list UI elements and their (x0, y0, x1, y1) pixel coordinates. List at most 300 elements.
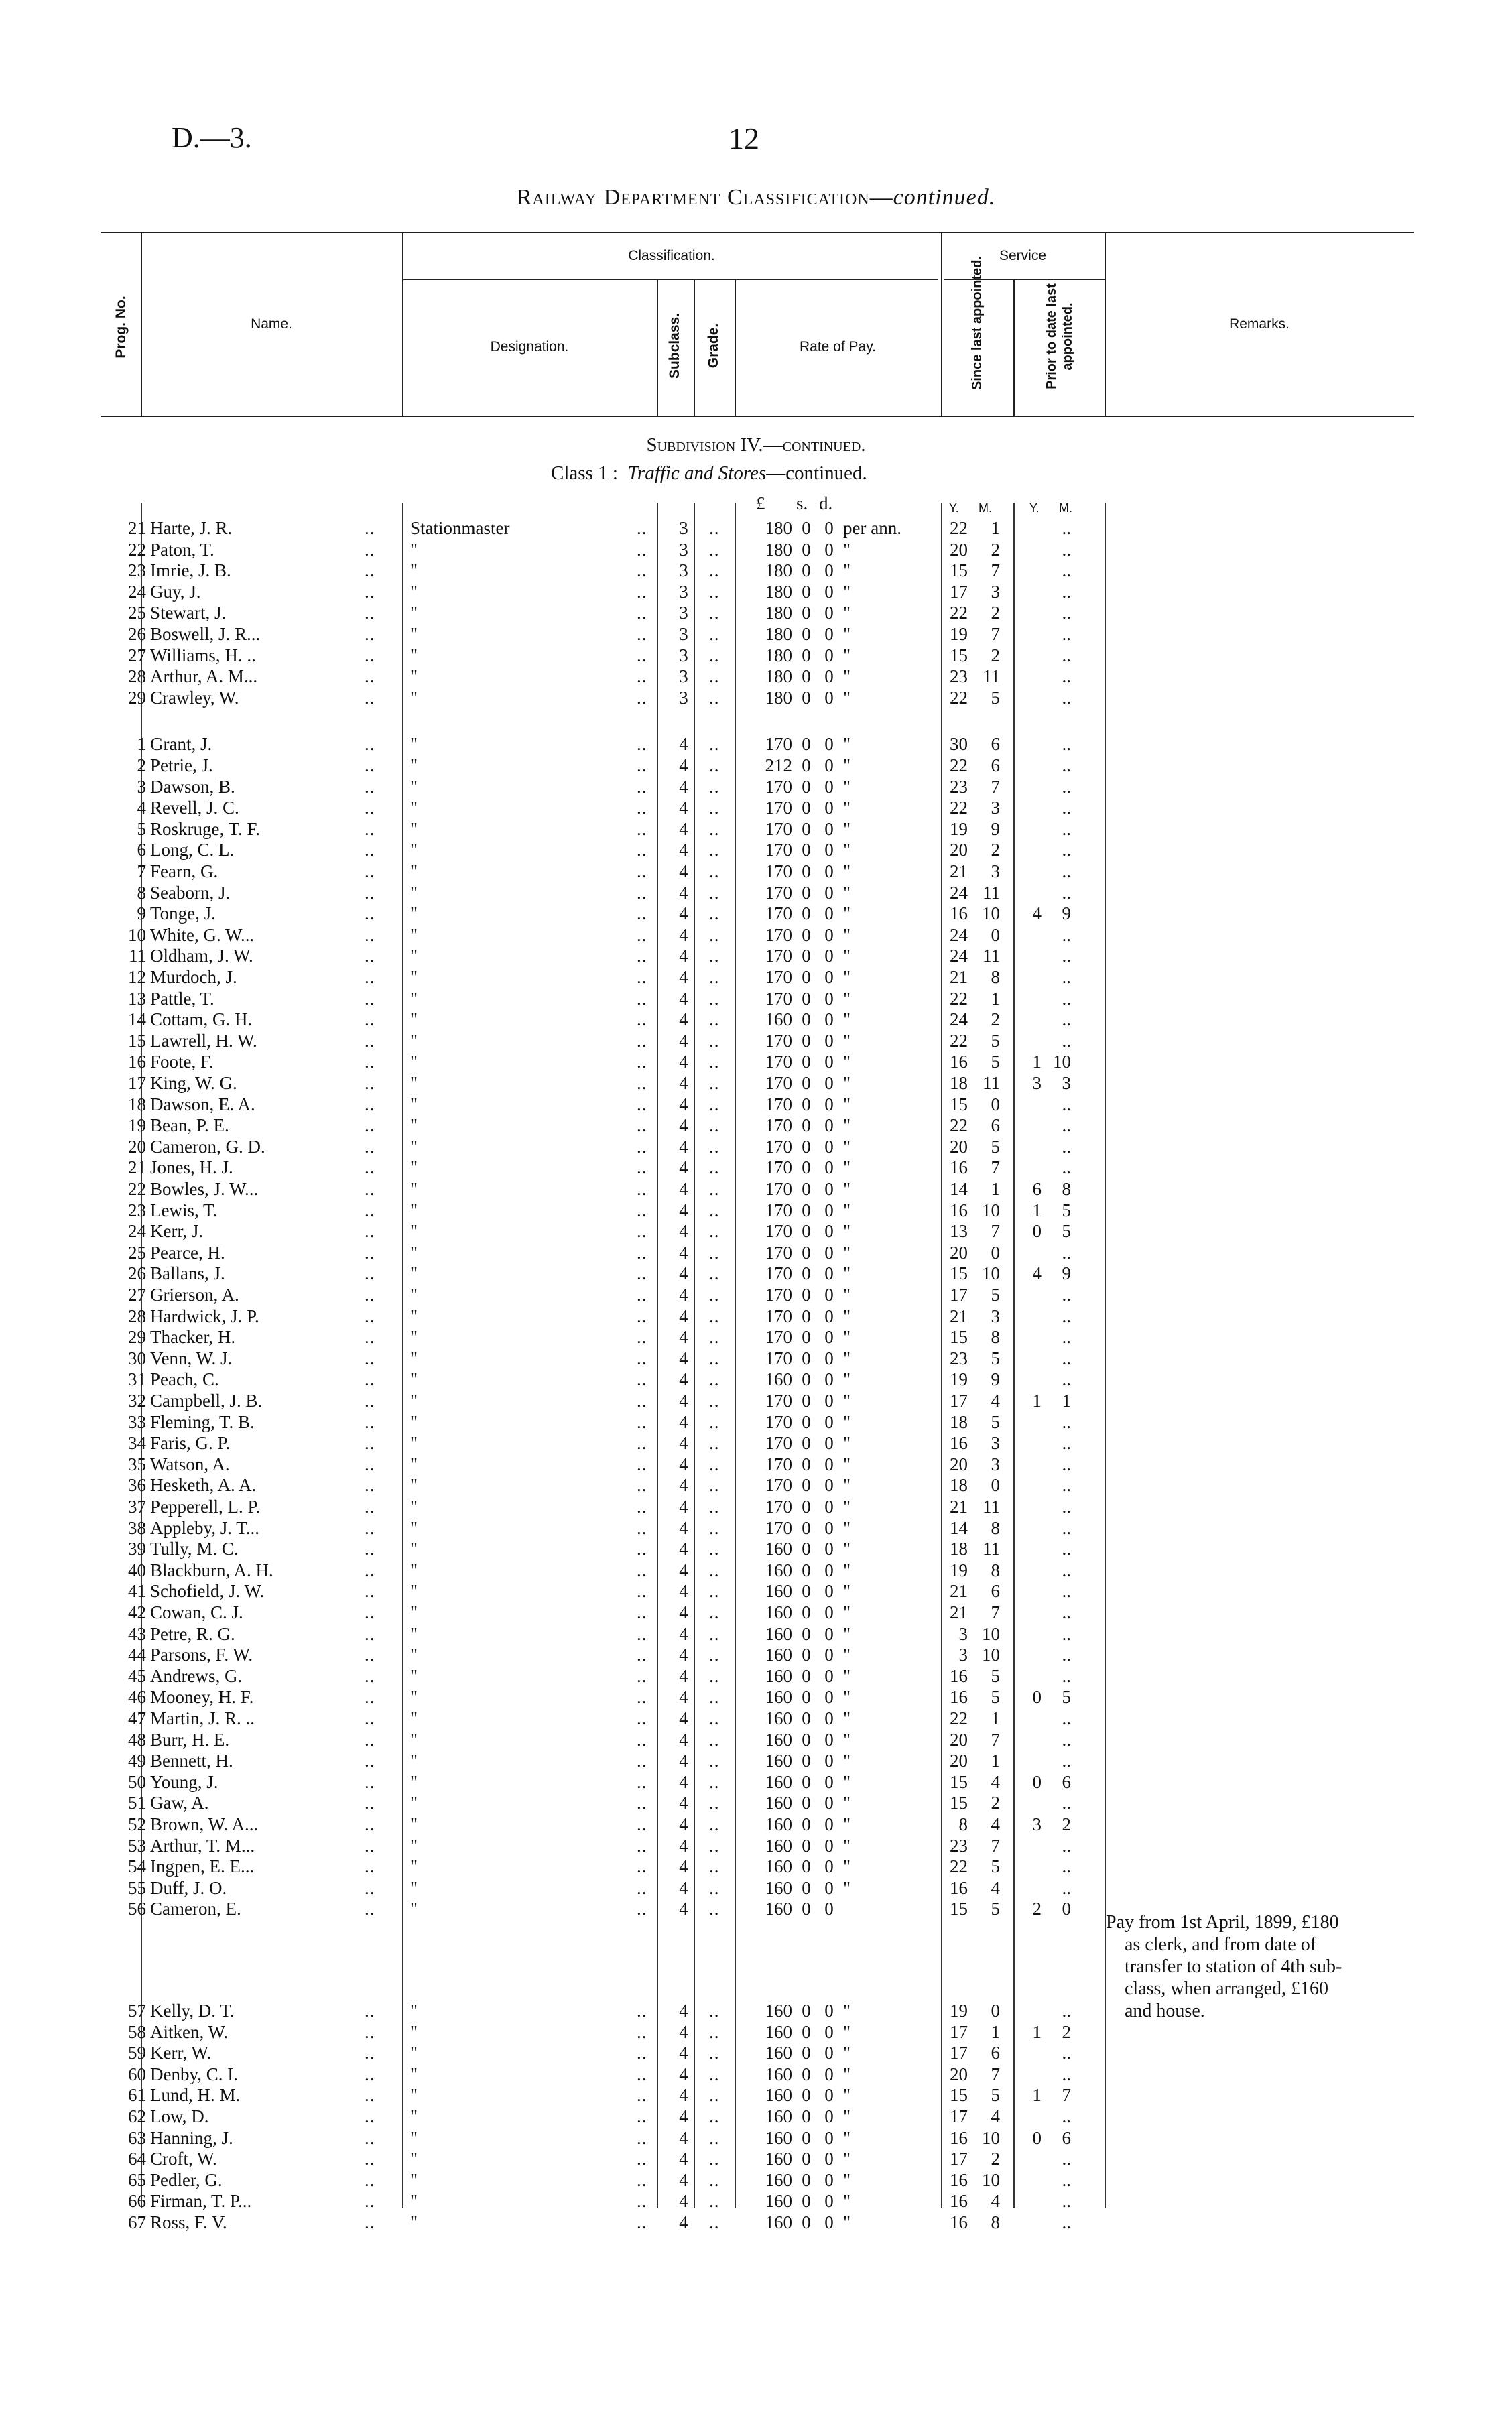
leader-dots: .. (365, 666, 375, 687)
cell-d: 0 (824, 2063, 834, 2084)
cell-desig: " (410, 1306, 418, 1326)
cell-sub: 4 (679, 1221, 688, 1242)
cell-per: " (843, 2043, 851, 2063)
cell-sy: 15 (950, 1899, 968, 1919)
cell-pay: 170 (765, 1306, 792, 1326)
cell-name: Petre, R. G. (150, 1623, 235, 1644)
cell-s: 0 (802, 518, 811, 538)
col-designation: Designation. (490, 339, 569, 355)
cell-s: 0 (802, 2000, 811, 2021)
cell-no: 50 (128, 1771, 146, 1792)
leader-dots: .. (637, 1517, 647, 1538)
leader-dots: .. (709, 1073, 720, 1093)
cell-pay: 180 (765, 518, 792, 538)
cell-s: 0 (802, 798, 811, 818)
leader-dots: .. (365, 798, 375, 818)
cell-s: 0 (802, 2127, 811, 2148)
cell-per: " (843, 1539, 851, 1560)
cell-sm: 11 (983, 1073, 1000, 1093)
cell-s: 0 (802, 1242, 811, 1263)
cell-s: 0 (802, 2043, 811, 2063)
cell-desig: " (410, 560, 418, 581)
cell-sm: 1 (991, 2021, 1000, 2042)
cell-no: 58 (128, 2021, 146, 2042)
leader-dots: .. (637, 1285, 647, 1305)
cell-s: 0 (802, 946, 811, 966)
cell-desig: " (410, 1856, 418, 1877)
cell-no: 65 (128, 2169, 146, 2190)
cell-pay: 160 (765, 2085, 792, 2106)
cell-desig: " (410, 1179, 418, 1199)
cell-sub: 4 (679, 1391, 688, 1411)
cell-sm: 7 (991, 624, 1000, 644)
cell-sy: 16 (950, 903, 968, 924)
cell-pay: 170 (765, 1391, 792, 1411)
cell-pay: 170 (765, 1221, 792, 1242)
cell-no: 30 (128, 1348, 146, 1369)
leader-dots: .. (709, 2000, 720, 2021)
cell-sm: 7 (991, 776, 1000, 797)
cell-sy: 3 (958, 1645, 968, 1665)
cell-sy: 17 (950, 1285, 968, 1305)
cell-pm: 5 (1062, 1687, 1071, 1708)
leader-dots: .. (709, 1517, 720, 1538)
cell-pm: 9 (1062, 903, 1071, 924)
leader-dots: .. (365, 1708, 375, 1728)
cell-pay: 180 (765, 602, 792, 623)
cell-pm: .. (1062, 1285, 1071, 1305)
cell-py: 0 (1032, 2127, 1042, 2148)
cell-per: " (843, 2106, 851, 2126)
cell-sm: 1 (991, 1708, 1000, 1728)
cell-name: Blackburn, A. H. (150, 1560, 273, 1580)
cell-sub: 4 (679, 1560, 688, 1580)
cell-name: Pattle, T. (150, 988, 214, 1009)
cell-sub: 4 (679, 1348, 688, 1369)
cell-no: 49 (128, 1751, 146, 1771)
cell-sm: 10 (982, 1200, 1000, 1220)
cell-d: 0 (824, 1221, 834, 1242)
cell-no: 57 (128, 2000, 146, 2021)
cell-per: " (843, 1306, 851, 1326)
cell-pm: .. (1062, 1539, 1071, 1560)
cell-s: 0 (802, 1708, 811, 1728)
cell-sm: 7 (991, 1602, 1000, 1623)
cell-pm: .. (1062, 946, 1071, 966)
leader-dots: .. (365, 2063, 375, 2084)
cell-sy: 15 (950, 1327, 968, 1348)
cell-pay: 170 (765, 861, 792, 881)
leader-dots: .. (365, 560, 375, 581)
table-row (101, 2000, 1106, 2021)
title-main: Railway Department Classification (516, 185, 870, 210)
cell-pm: 6 (1062, 2127, 1071, 2148)
cell-desig: " (410, 1285, 418, 1305)
cell-pm: .. (1062, 1497, 1071, 1517)
unit-shillings: s. (796, 493, 808, 513)
cell-name: Oldham, J. W. (150, 946, 253, 966)
cell-s: 0 (802, 581, 811, 602)
cell-no: 40 (128, 1560, 146, 1580)
leader-dots: .. (365, 1433, 375, 1454)
cell-sm: 7 (991, 1729, 1000, 1750)
cell-per: " (843, 2212, 851, 2232)
cell-no: 55 (128, 1877, 146, 1898)
cell-s: 0 (802, 1835, 811, 1856)
cell-sm: 7 (991, 1157, 1000, 1178)
cell-d: 0 (824, 1454, 834, 1474)
cell-pm: .. (1062, 518, 1071, 538)
cell-sub: 4 (679, 1793, 688, 1814)
cell-pay: 170 (765, 1200, 792, 1220)
col-prog-no: Prog. No. (113, 296, 129, 359)
cell-sub: 4 (679, 967, 688, 987)
cell-d: 0 (824, 645, 834, 665)
unit-years-prior: Y. (1029, 501, 1040, 515)
table-row (101, 988, 1106, 1009)
leader-dots: .. (637, 1052, 647, 1072)
cell-sy: 24 (950, 882, 968, 903)
cell-name: Young, J. (150, 1771, 218, 1792)
cell-sy: 22 (950, 687, 968, 708)
leader-dots: .. (637, 1136, 647, 1157)
cell-no: 46 (128, 1687, 146, 1708)
cell-per: " (843, 1517, 851, 1538)
cell-desig: " (410, 1623, 418, 1644)
cell-desig: " (410, 1475, 418, 1496)
cell-no: 10 (128, 924, 146, 945)
leader-dots: .. (365, 1560, 375, 1580)
table-row (101, 687, 1106, 708)
cell-desig: " (410, 1157, 418, 1178)
cell-pm: .. (1062, 1793, 1071, 1814)
leader-dots: .. (637, 988, 647, 1009)
leader-dots: .. (365, 539, 375, 560)
cell-s: 0 (802, 1073, 811, 1093)
cell-desig: " (410, 1793, 418, 1814)
cell-d: 0 (824, 2149, 834, 2169)
cell-sy: 19 (950, 1369, 968, 1390)
cell-per: " (843, 776, 851, 797)
leader-dots: .. (637, 1623, 647, 1644)
cell-pm: .. (1062, 924, 1071, 945)
cell-sm: 0 (991, 1242, 1000, 1263)
cell-d: 0 (824, 1200, 834, 1220)
cell-sy: 15 (950, 1263, 968, 1284)
leader-dots: .. (365, 2149, 375, 2169)
cell-name: Long, C. L. (150, 840, 235, 861)
cell-pm: .. (1062, 1645, 1071, 1665)
leader-dots: .. (365, 1539, 375, 1560)
cell-desig: " (410, 2149, 418, 2169)
cell-s: 0 (802, 2021, 811, 2042)
cell-d: 0 (824, 1856, 834, 1877)
cell-per: " (843, 1285, 851, 1305)
cell-d: 0 (824, 1369, 834, 1390)
table-row (101, 1263, 1106, 1284)
remark-line: Pay from 1st April, 1899, £180 (1106, 1912, 1339, 1933)
leader-dots: .. (637, 924, 647, 945)
cell-pm: .. (1062, 2106, 1071, 2126)
cell-per: " (843, 645, 851, 665)
table-row (101, 602, 1106, 623)
cell-desig: " (410, 581, 418, 602)
cell-pm: .. (1062, 2212, 1071, 2232)
leader-dots: .. (637, 1899, 647, 1919)
leader-dots: .. (365, 2021, 375, 2042)
cell-sub: 4 (679, 1200, 688, 1220)
cell-name: Seaborn, J. (150, 882, 231, 903)
cell-pm: .. (1062, 1136, 1071, 1157)
cell-d: 0 (824, 1242, 834, 1263)
cell-no: 28 (128, 666, 146, 687)
leader-dots: .. (709, 861, 720, 881)
cell-sub: 3 (679, 602, 688, 623)
unit-pence: d. (819, 493, 833, 513)
cell-per: " (843, 1623, 851, 1644)
cell-pay: 160 (765, 1623, 792, 1644)
cell-pm: .. (1062, 1877, 1071, 1898)
leader-dots: .. (709, 1560, 720, 1580)
table-row (101, 1665, 1106, 1687)
cell-sy: 16 (950, 1157, 968, 1178)
cell-pay: 170 (765, 1030, 792, 1051)
cell-pm: .. (1062, 882, 1071, 903)
cell-name: Hanning, J. (150, 2127, 233, 2148)
cell-name: Aitken, W. (150, 2021, 229, 2042)
table-row (101, 1115, 1106, 1136)
leader-dots: .. (637, 602, 647, 623)
cell-no: 5 (137, 818, 146, 839)
cell-no: 31 (128, 1369, 146, 1390)
cell-pm: .. (1062, 818, 1071, 839)
table-row (101, 1306, 1106, 1327)
cell-sy: 17 (950, 2149, 968, 2169)
cell-name: Gaw, A. (150, 1793, 209, 1814)
leader-dots: .. (709, 2149, 720, 2169)
cell-no: 35 (128, 1454, 146, 1474)
leader-dots: .. (637, 1391, 647, 1411)
table-row (101, 755, 1106, 776)
cell-per: " (843, 539, 851, 560)
cell-s: 0 (802, 1771, 811, 1792)
cell-sy: 13 (950, 1221, 968, 1242)
cell-no: 27 (128, 645, 146, 665)
cell-per: " (843, 2149, 851, 2169)
cell-no: 25 (128, 1242, 146, 1263)
cell-sub: 4 (679, 1751, 688, 1771)
leader-dots: .. (365, 1835, 375, 1856)
col-rate-of-pay: Rate of Pay. (799, 339, 876, 355)
cell-desig: " (410, 840, 418, 861)
cell-name: Kerr, J. (150, 1221, 204, 1242)
leader-dots: .. (637, 1602, 647, 1623)
leader-dots: .. (365, 1221, 375, 1242)
leader-dots: .. (637, 2021, 647, 2042)
table-row (101, 861, 1106, 882)
cell-pay: 170 (765, 1242, 792, 1263)
cell-pm: .. (1062, 988, 1071, 1009)
cell-desig: " (410, 687, 418, 708)
cell-sy: 22 (950, 602, 968, 623)
col-since-last: Since last appointed. (970, 255, 985, 390)
table-row (101, 903, 1106, 924)
cell-sm: 3 (991, 861, 1000, 881)
leader-dots: .. (365, 882, 375, 903)
cell-s: 0 (802, 1793, 811, 1814)
leader-dots: .. (709, 1200, 720, 1220)
cell-sy: 23 (950, 1835, 968, 1856)
leader-dots: .. (709, 1221, 720, 1242)
cell-sm: 7 (991, 2063, 1000, 2084)
cell-sy: 20 (950, 840, 968, 861)
leader-dots: .. (365, 2043, 375, 2063)
cell-pm: 2 (1062, 1814, 1071, 1834)
cell-sy: 30 (950, 734, 968, 755)
cell-d: 0 (824, 1052, 834, 1072)
cell-name: Firman, T. P... (150, 2191, 252, 2212)
cell-pm: .. (1062, 2000, 1071, 2021)
cell-pay: 170 (765, 1263, 792, 1284)
leader-dots: .. (709, 1835, 720, 1856)
cell-no: 44 (128, 1645, 146, 1665)
table-row (101, 1136, 1106, 1157)
table-row (101, 966, 1106, 988)
cell-sm: 8 (991, 1517, 1000, 1538)
cell-d: 0 (824, 1771, 834, 1792)
cell-d: 0 (824, 1157, 834, 1178)
cell-d: 0 (824, 1539, 834, 1560)
cell-s: 0 (802, 1751, 811, 1771)
cell-sm: 2 (991, 1793, 1000, 1814)
cell-sy: 19 (950, 818, 968, 839)
cell-s: 0 (802, 1115, 811, 1136)
leader-dots: .. (365, 1475, 375, 1496)
cell-pay: 170 (765, 1157, 792, 1178)
cell-sub: 4 (679, 1497, 688, 1517)
col-classification: Classification. (628, 248, 715, 263)
cell-d: 0 (824, 1073, 834, 1093)
cell-pay: 170 (765, 967, 792, 987)
cell-no: 63 (128, 2127, 146, 2148)
cell-pm: 0 (1062, 1899, 1071, 1919)
cell-desig: " (410, 2169, 418, 2190)
leader-dots: .. (709, 2169, 720, 2190)
cell-sy: 16 (950, 1052, 968, 1072)
cell-pay: 170 (765, 924, 792, 945)
cell-pay: 160 (765, 1708, 792, 1728)
cell-desig: " (410, 1263, 418, 1284)
cell-pm: .. (1062, 1856, 1071, 1877)
cell-d: 0 (824, 624, 834, 644)
cell-s: 0 (802, 1899, 811, 1919)
cell-name: Duff, J. O. (150, 1877, 227, 1898)
cell-pay: 160 (765, 1539, 792, 1560)
cell-d: 0 (824, 1751, 834, 1771)
leader-dots: .. (709, 1157, 720, 1178)
cell-s: 0 (802, 1327, 811, 1348)
leader-dots: .. (365, 1009, 375, 1030)
unit-months-prior: M. (1059, 501, 1072, 515)
leader-dots: .. (709, 687, 720, 708)
cell-s: 0 (802, 1814, 811, 1834)
cell-no: 2 (137, 755, 146, 775)
cell-no: 38 (128, 1517, 146, 1538)
cell-name: Jones, H. J. (150, 1157, 233, 1178)
cell-per: " (843, 1751, 851, 1771)
cell-sy: 17 (950, 1391, 968, 1411)
cell-desig: " (410, 2212, 418, 2232)
cell-d: 0 (824, 1708, 834, 1728)
cell-sub: 4 (679, 1475, 688, 1496)
cell-no: 51 (128, 1793, 146, 1814)
leader-dots: .. (709, 840, 720, 861)
cell-sm: 3 (991, 1454, 1000, 1474)
cell-sy: 22 (950, 1708, 968, 1728)
cell-name: Petrie, J. (150, 755, 213, 775)
cell-pm: 2 (1062, 2021, 1071, 2042)
cell-pay: 160 (765, 1602, 792, 1623)
leader-dots: .. (709, 581, 720, 602)
leader-dots: .. (709, 1009, 720, 1030)
cell-pay: 170 (765, 1517, 792, 1538)
cell-pm: 7 (1062, 2085, 1071, 2106)
cell-d: 0 (824, 2169, 834, 2190)
leader-dots: .. (365, 2085, 375, 2106)
cell-pm: .. (1062, 1454, 1071, 1474)
cell-sub: 4 (679, 755, 688, 775)
cell-sm: 4 (991, 1771, 1000, 1792)
leader-dots: .. (365, 1094, 375, 1115)
cell-sy: 21 (950, 967, 968, 987)
leader-dots: .. (709, 2191, 720, 2212)
cell-desig: " (410, 1708, 418, 1728)
cell-no: 43 (128, 1623, 146, 1644)
cell-desig: " (410, 1242, 418, 1263)
cell-sy: 24 (950, 946, 968, 966)
cell-per: " (843, 560, 851, 581)
cell-pm: .. (1062, 840, 1071, 861)
cell-no: 66 (128, 2191, 146, 2212)
cell-sm: 5 (991, 1030, 1000, 1051)
cell-d: 0 (824, 666, 834, 687)
cell-py: 4 (1032, 1263, 1042, 1284)
cell-per: " (843, 2191, 851, 2212)
leader-dots: .. (637, 1751, 647, 1771)
cell-pm: 5 (1062, 1200, 1071, 1220)
cell-sub: 4 (679, 1242, 688, 1263)
cell-sm: 7 (991, 1221, 1000, 1242)
cell-pm: .. (1062, 539, 1071, 560)
cell-name: Campbell, J. B. (150, 1391, 263, 1411)
cell-per: " (843, 1411, 851, 1432)
cell-name: Brown, W. A... (150, 1814, 259, 1834)
cell-desig: " (410, 798, 418, 818)
cell-sy: 17 (950, 2106, 968, 2126)
leader-dots: .. (365, 1263, 375, 1284)
cell-desig: " (410, 903, 418, 924)
cell-name: Schofield, J. W. (150, 1581, 265, 1602)
cell-pm: .. (1062, 776, 1071, 797)
cell-pm: .. (1062, 1708, 1071, 1728)
cell-sub: 4 (679, 2212, 688, 2232)
leader-dots: .. (637, 2127, 647, 2148)
cell-d: 0 (824, 1411, 834, 1432)
leader-dots: .. (365, 903, 375, 924)
cell-pm: .. (1062, 560, 1071, 581)
cell-name: Kelly, D. T. (150, 2000, 235, 2021)
cell-desig: " (410, 1539, 418, 1560)
